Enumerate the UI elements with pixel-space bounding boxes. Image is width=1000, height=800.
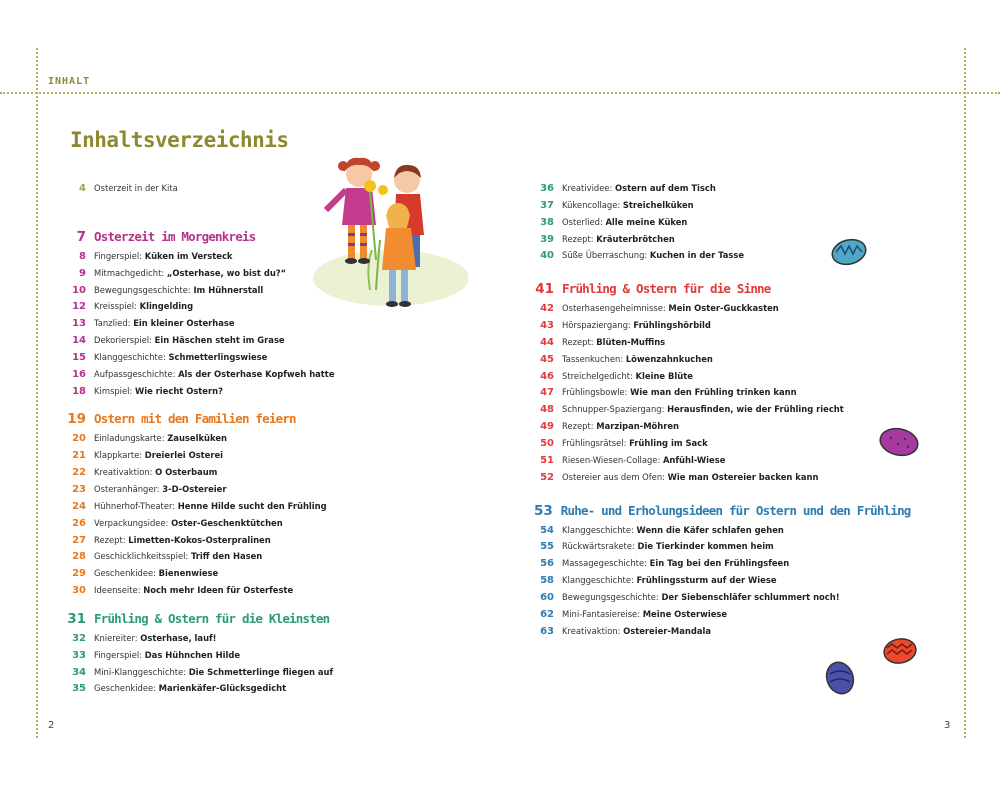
toc-entry[interactable]	[66, 450, 366, 467]
page-number: 63	[540, 625, 554, 637]
page-number: 29	[72, 568, 86, 580]
entry-title: Frühling im Sack	[629, 437, 708, 448]
entry-title: Kuchen in der Tasse	[649, 250, 745, 261]
section-title: Frühling & Ostern für die Kleinsten	[94, 610, 330, 626]
page-number: 52	[540, 471, 554, 483]
page-number: 30	[72, 585, 86, 597]
page-number: 28	[72, 551, 86, 563]
page-number: 26	[72, 517, 86, 529]
entry-title: Klingelding	[139, 301, 194, 312]
entry-type: Rezept:	[562, 233, 594, 244]
entry-type: Kükencollage:	[562, 199, 621, 210]
page-number: 62	[540, 608, 554, 620]
entry-title: Wenn die Käfer schlafen gehen	[636, 524, 784, 535]
page-number: 47	[540, 387, 554, 399]
toc-entry[interactable]	[534, 320, 894, 337]
page-number: 54	[540, 524, 554, 536]
toc-entry[interactable]	[534, 217, 894, 234]
entry-title: Dreierlei Osterei	[144, 450, 224, 461]
entry-type: Klappkarte:	[94, 450, 143, 461]
toc-entry[interactable]	[66, 633, 366, 650]
page-number: 45	[540, 353, 554, 365]
entry-title: Zauselküken	[167, 433, 227, 444]
toc-entry[interactable]	[66, 386, 366, 403]
toc-entry[interactable]	[66, 568, 366, 585]
toc-entry[interactable]	[534, 575, 894, 592]
page-number: 16	[72, 368, 86, 380]
children-smelling-flowers-illustration	[306, 150, 468, 315]
entry-title: Die Schmetterlinge fliegen auf	[188, 666, 334, 677]
entry-title: Streichelküken	[622, 199, 694, 210]
entry-title: Küken im Versteck	[144, 250, 233, 261]
toc-entry[interactable]	[66, 585, 366, 602]
page-number: 51	[540, 454, 554, 466]
entry-title: Ein Häschen steht im Grase	[154, 335, 285, 346]
entry-type: Klanggeschichte:	[562, 575, 634, 586]
dotted-border-left	[36, 48, 38, 738]
easter-egg-icon	[830, 238, 868, 266]
section-title: Osterzeit im Morgenkreis	[94, 228, 256, 244]
entry-type: Tanzlied:	[94, 318, 131, 329]
easter-egg-icon	[824, 660, 856, 696]
toc-entry[interactable]	[534, 387, 894, 404]
entry-type: Massagegeschichte:	[562, 558, 647, 569]
easter-egg-icon	[878, 426, 920, 458]
toc-entry[interactable]	[534, 303, 894, 320]
entry-type: Frühlingsrätsel:	[562, 437, 627, 448]
page-number: 56	[540, 558, 554, 570]
entry-title: Mein Oster-Guckkasten	[668, 303, 779, 314]
toc-entry[interactable]	[534, 472, 894, 489]
section-heading-sinne[interactable]	[534, 281, 894, 301]
entry-type: Bewegungsgeschichte:	[562, 591, 659, 602]
page-number-right: 3	[944, 720, 951, 731]
page-number: 10	[72, 284, 86, 296]
toc-entry[interactable]	[534, 626, 894, 643]
page-number: 50	[540, 437, 554, 449]
entry-title: Meine Osterwiese	[642, 608, 728, 619]
entry-text: Osterzeit in der Kita	[94, 183, 178, 193]
entry-type: Streichelgedicht:	[562, 370, 633, 381]
page-number: 15	[72, 351, 86, 363]
toc-entry[interactable]	[66, 551, 366, 568]
page-number: 42	[540, 303, 554, 315]
entry-type: Aufpassgeschichte:	[94, 368, 176, 379]
entry-type: Osteranhänger:	[94, 483, 160, 494]
section-header-label: INHALT	[48, 76, 91, 87]
entry-type: Kreativaktion:	[562, 625, 621, 636]
toc-entry[interactable]	[66, 369, 366, 386]
entry-title: Schmetterlingswiese	[168, 351, 268, 362]
page-number: 20	[72, 433, 86, 445]
entry-type: Ostereier aus dem Ofen:	[562, 471, 665, 482]
entry-type: Mitmachgedicht:	[94, 267, 165, 278]
entry-type: Geschicklichkeitsspiel:	[94, 551, 189, 562]
entry-type: Rezept:	[562, 336, 594, 347]
entry-type: Kniereiter:	[94, 632, 138, 643]
entry-title: Frühlingshörbild	[633, 320, 711, 331]
entry-title: Henne Hilde sucht den Frühling	[177, 500, 327, 511]
entry-type: Einladungskarte:	[94, 433, 165, 444]
entry-title: Ostern auf dem Tisch	[615, 183, 716, 193]
section-page-number: 19	[67, 411, 86, 428]
dotted-border-right	[964, 48, 966, 738]
entry-title: Als der Osterhase Kopfweh hatte	[178, 368, 335, 379]
easter-egg-icon	[882, 636, 918, 666]
entry-type: Rückwärtsrakete:	[562, 541, 635, 552]
toc-entry[interactable]	[534, 541, 894, 558]
page-number: 44	[540, 336, 554, 348]
entry-title: Osterhase, lauf!	[140, 632, 217, 643]
page-number: 48	[540, 404, 554, 416]
entry-title: Noch mehr Ideen für Osterfeste	[143, 585, 294, 596]
page-number: 18	[72, 385, 86, 397]
entry-title: Wie man Ostereier backen kann	[667, 471, 819, 482]
entry-type: Osterlied:	[562, 216, 603, 227]
entry-type: Osterhasengeheimnisse:	[562, 303, 666, 314]
section-heading-ruhe[interactable]	[534, 502, 911, 523]
entry-title: Ostereier-Mandala	[623, 625, 711, 636]
toc-entry[interactable]	[66, 467, 366, 484]
page-number: 32	[72, 632, 86, 644]
toc-entry[interactable]	[534, 337, 894, 354]
toc-entry[interactable]	[534, 183, 894, 200]
toc-entry[interactable]	[66, 352, 366, 369]
page-number: 58	[540, 575, 554, 587]
entry-title: „Osterhase, wo bist du?“	[166, 267, 287, 278]
entry-title: Blüten-Muffins	[596, 336, 666, 347]
entry-title: Der Siebenschläfer schlummert noch!	[661, 591, 840, 602]
toc-entry[interactable]	[66, 433, 366, 450]
page-number: 55	[540, 541, 554, 553]
entry-type: Verpackungsidee:	[94, 517, 169, 528]
entry-type: Klanggeschichte:	[94, 351, 166, 362]
entry-type: Kimspiel:	[94, 385, 133, 396]
entry-title: Ein Tag bei den Frühlingsfeen	[649, 558, 790, 569]
page-number: 37	[540, 199, 554, 211]
toc-entry[interactable]	[534, 592, 894, 609]
entry-type: Geschenkidee:	[94, 683, 156, 694]
page-number-left: 2	[48, 720, 55, 731]
page-number: 14	[72, 335, 86, 347]
section-page-number: 7	[76, 228, 86, 245]
page-number: 21	[72, 450, 86, 462]
entry-title: O Osterbaum	[155, 467, 218, 478]
entry-type: Schnupper-Spaziergang:	[562, 404, 665, 415]
entry-title: Triff den Hasen	[190, 551, 263, 562]
toc-entry[interactable]	[534, 200, 894, 217]
entry-title: Die Tierkinder kommen heim	[637, 541, 774, 552]
section-page-number: 53	[534, 502, 553, 519]
toc-entry[interactable]	[534, 558, 894, 575]
toc-entry[interactable]	[534, 525, 894, 542]
page-number: 12	[72, 301, 86, 313]
entry-type: Mini-Fantasiereise:	[562, 608, 641, 619]
page-number: 4	[79, 183, 86, 194]
entry-type: Ideenseite:	[94, 585, 141, 596]
toc-entry[interactable]	[534, 354, 894, 371]
page-number: 46	[540, 370, 554, 382]
entry-title: Kleine Blüte	[635, 370, 693, 381]
page-number: 22	[72, 467, 86, 479]
entry-type: Frühlingsbowle:	[562, 387, 628, 398]
page-number: 43	[540, 320, 554, 332]
section-heading-familien[interactable]	[66, 411, 366, 431]
entry-type: Rezept:	[94, 534, 126, 545]
entry-title: Anfühl-Wiese	[662, 454, 726, 465]
entry-title: Das Hühnchen Hilde	[144, 649, 241, 660]
toc-entry[interactable]	[534, 371, 894, 388]
page-number: 60	[540, 591, 554, 603]
entry-title: Marzipan-Möhren	[596, 421, 680, 432]
entry-type: Fingerspiel:	[94, 649, 143, 660]
entry-type: Kreisspiel:	[94, 301, 137, 312]
entry-type: Kreatividee:	[562, 183, 613, 193]
section-title: Frühling & Ostern für die Sinne	[562, 281, 771, 297]
entry-title: Alle meine Küken	[605, 216, 688, 227]
toc-entry[interactable]	[66, 484, 366, 501]
toc-entry[interactable]	[534, 421, 894, 438]
section-title: Ostern mit den Familien feiern	[94, 411, 296, 427]
toc-entry[interactable]	[534, 404, 894, 421]
entry-type: Rezept:	[562, 421, 594, 432]
toc-entry[interactable]	[66, 683, 366, 700]
toc-entry[interactable]	[66, 518, 366, 535]
entry-title: Im Hühnerstall	[193, 284, 264, 295]
page-number: 13	[72, 318, 86, 330]
section-page-number: 41	[535, 281, 554, 298]
toc-entry[interactable]	[534, 438, 894, 455]
page-number: 24	[72, 500, 86, 512]
entry-type: Bewegungsgeschichte:	[94, 284, 191, 295]
entry-type: Riesen-Wiesen-Collage:	[562, 454, 661, 465]
entry-title: Kräuterbrötchen	[596, 233, 675, 244]
toc-entry[interactable]	[534, 609, 894, 626]
page-number: 34	[72, 666, 86, 678]
section-page-number: 31	[67, 610, 86, 627]
entry-title: Marienkäfer-Glücksgedicht	[158, 683, 287, 694]
toc-entry[interactable]	[66, 501, 366, 518]
page-number: 36	[540, 183, 554, 194]
page-number: 38	[540, 216, 554, 228]
toc-entry[interactable]	[534, 455, 894, 472]
page-number: 27	[72, 534, 86, 546]
toc-entry[interactable]	[66, 335, 366, 352]
section-heading-kleinsten[interactable]	[66, 611, 366, 631]
entry-title: Löwenzahnkuchen	[625, 353, 713, 364]
entry-type: Dekorierspiel:	[94, 335, 152, 346]
entry-type: Geschenkidee:	[94, 568, 156, 579]
page-number: 9	[79, 267, 86, 279]
toc-entry[interactable]	[66, 535, 366, 552]
page-number: 40	[540, 250, 554, 262]
entry-title: Limetten-Kokos-Osterpralinen	[128, 534, 271, 545]
toc-entry[interactable]	[66, 318, 366, 335]
toc-entry[interactable]	[66, 650, 366, 667]
page-number: 35	[72, 683, 86, 695]
entry-type: Fingerspiel:	[94, 250, 143, 261]
toc-entry[interactable]	[66, 667, 366, 684]
entry-type: Süße Überraschung:	[562, 250, 648, 261]
entry-type: Hörspaziergang:	[562, 320, 631, 331]
page-number: 23	[72, 483, 86, 495]
entry-title: Herausfinden, wie der Frühling riecht	[667, 404, 844, 415]
entry-type: Kreativaktion:	[94, 467, 153, 478]
entry-title: Ein kleiner Osterhase	[133, 318, 235, 329]
entry-title: Wie man den Frühling trinken kann	[630, 387, 797, 398]
entry-title: Oster-Geschenktütchen	[171, 517, 283, 528]
page-number: 49	[540, 421, 554, 433]
dotted-header-rule	[0, 92, 1000, 94]
entry-type: Hühnerhof-Theater:	[94, 500, 176, 511]
page-number: 33	[72, 649, 86, 661]
entry-title: Wie riecht Ostern?	[134, 385, 223, 396]
entry-title: 3-D-Ostereier	[162, 483, 227, 494]
page-title: Inhaltsverzeichnis	[70, 128, 289, 152]
entry-type: Tassenkuchen:	[562, 353, 624, 364]
entry-title: Frühlingssturm auf der Wiese	[636, 575, 777, 586]
entry-type: Klanggeschichte:	[562, 524, 634, 535]
page-number: 39	[540, 233, 554, 245]
section-title: Ruhe- und Erholungsideen für Ostern und den Frühling	[560, 502, 911, 518]
entry-title: Bienenwiese	[158, 568, 219, 579]
entry-type: Mini-Klanggeschichte:	[94, 666, 187, 677]
page-number: 8	[79, 250, 86, 262]
